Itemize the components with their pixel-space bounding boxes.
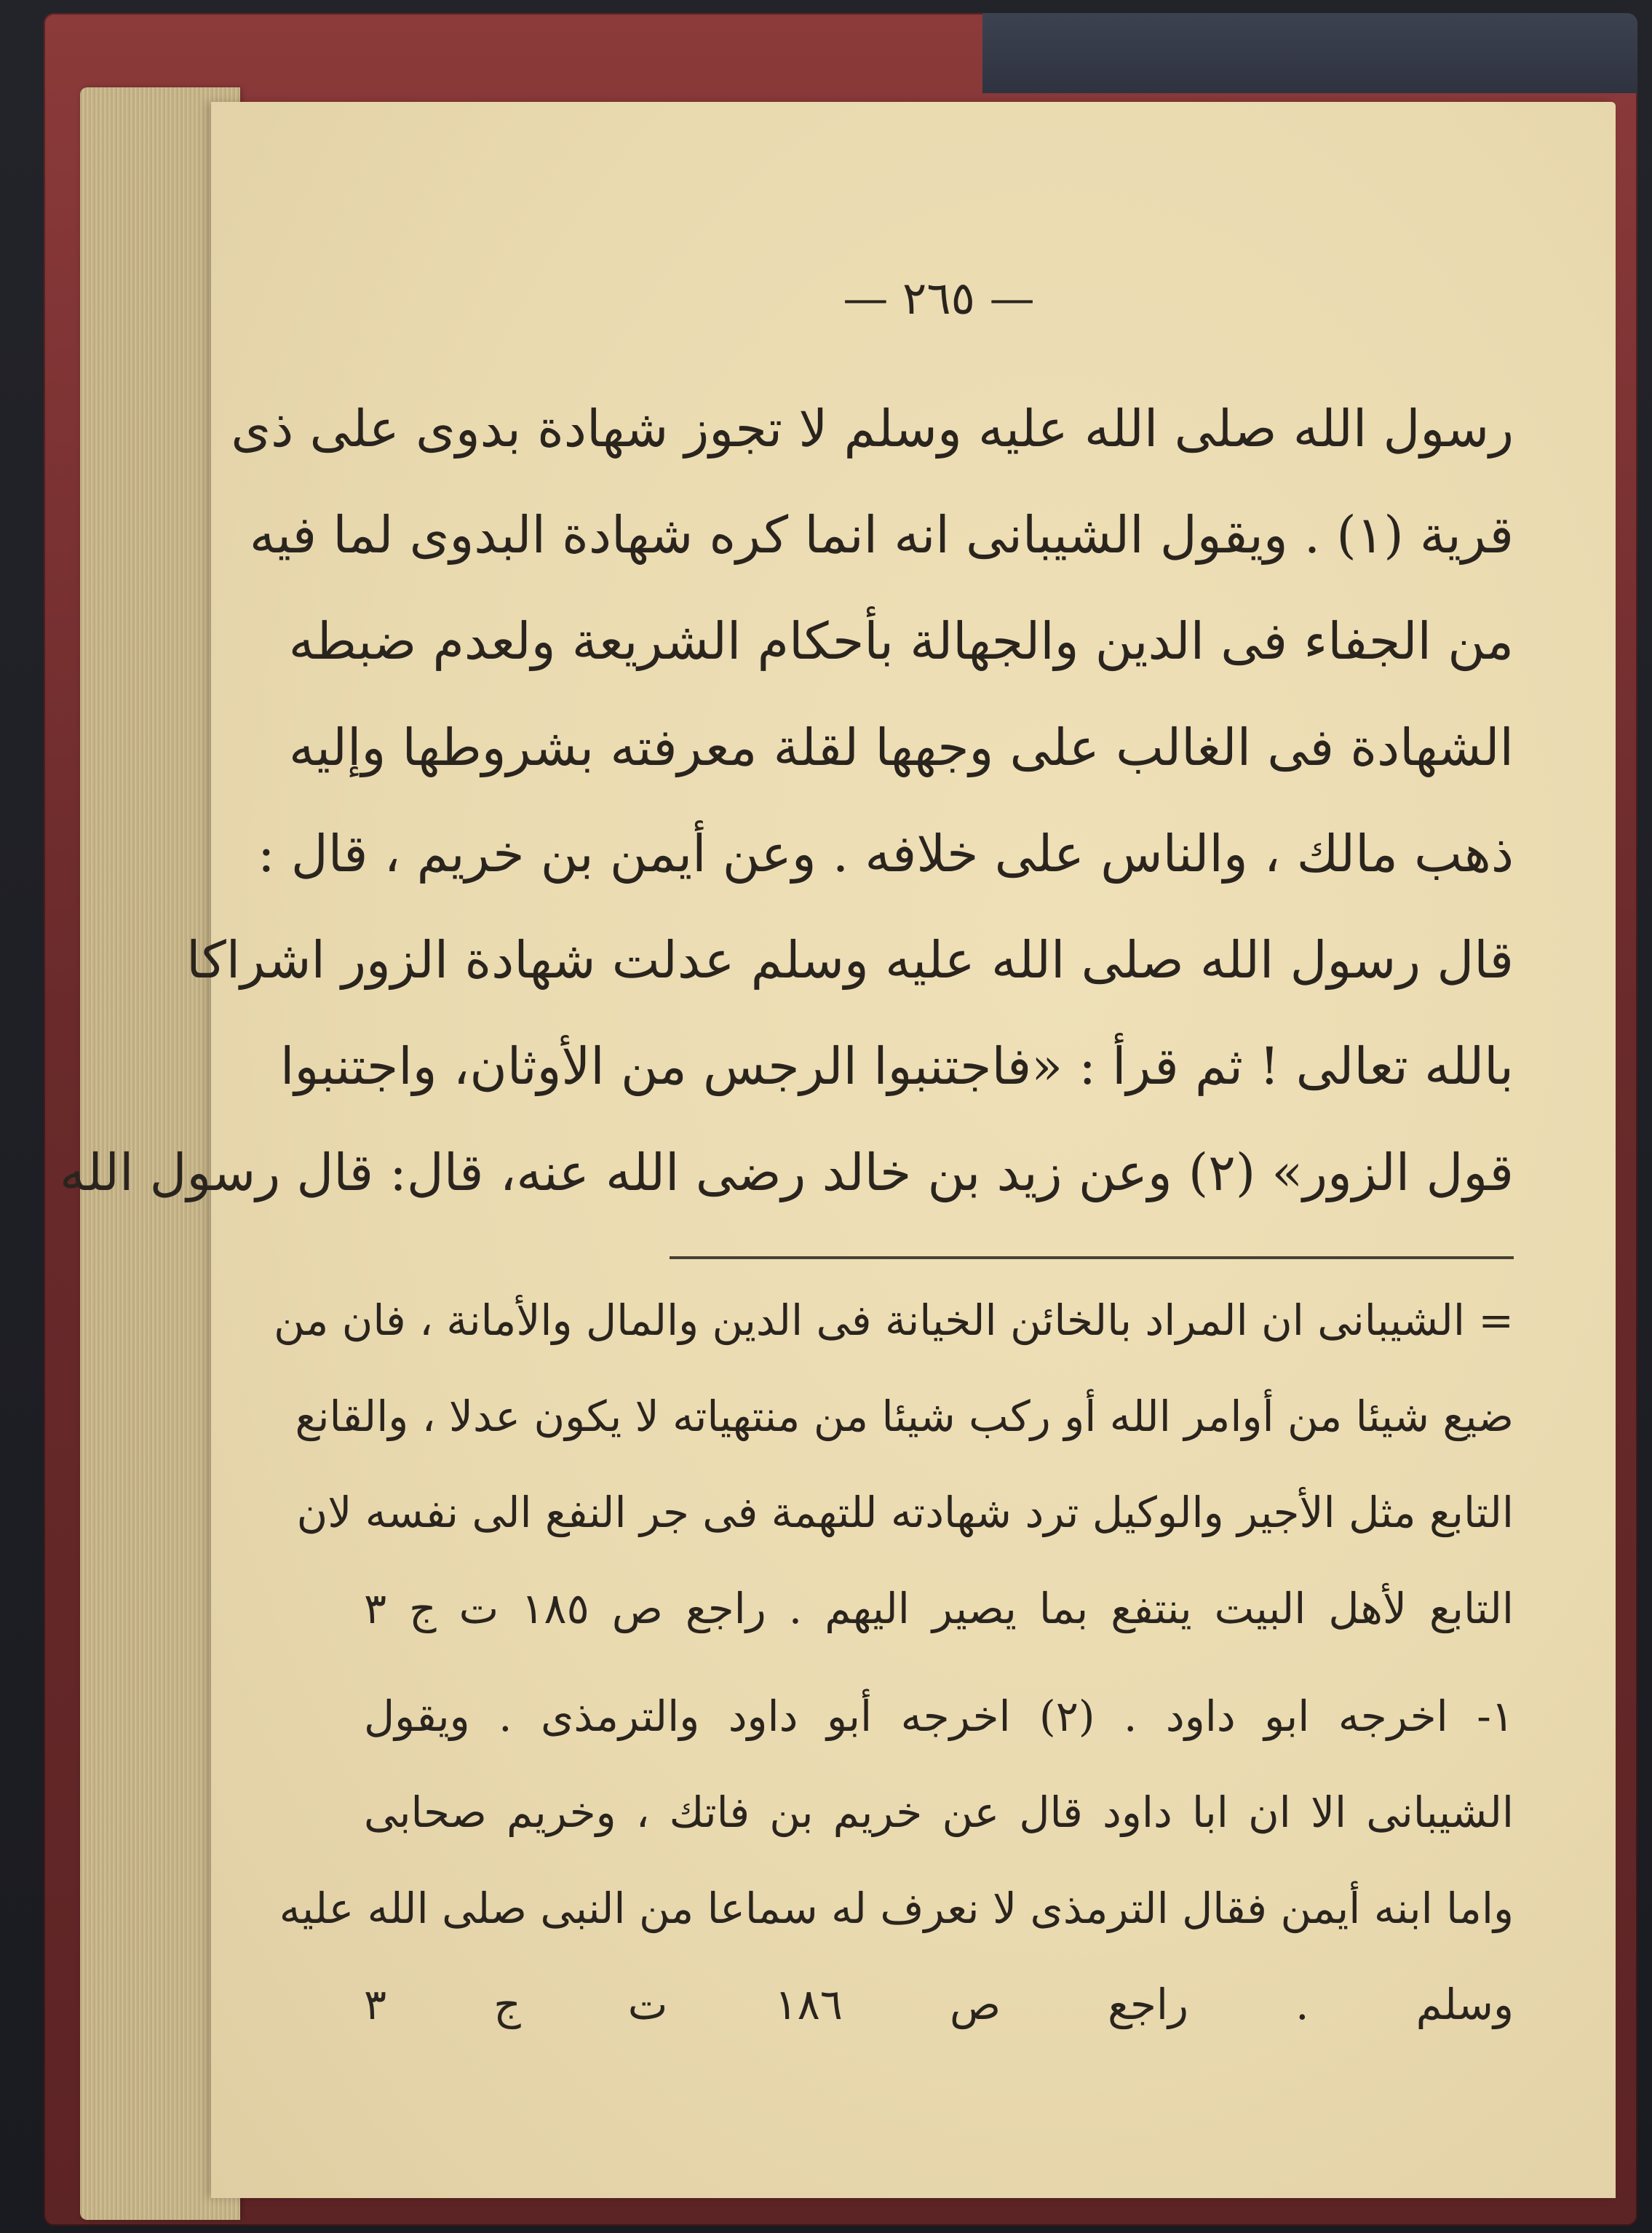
- footnote-line: واما ابنه أيمن فقال الترمذى لا نعرف له سماعا من النبى صلى الله عليه: [279, 1884, 1514, 1933]
- footnote-line: ١- اخرجه ابو داود . (٢) اخرجه أبو داود والترمذى . ويقول: [364, 1691, 1514, 1741]
- main-text: [59, 376, 1514, 1226]
- main-line: بالله تعالى ! ثم قرأ : «فاجتنبوا الرجس من الأوثان، واجتنبوا: [280, 1036, 1514, 1096]
- footnote-line: = الشيبانى ان المراد بالخائن الخيانة فى الدين والمال والأمانة ، فان من: [274, 1296, 1514, 1345]
- main-line: قال رسول الله صلى الله عليه وسلم عدلت شهادة الزور اشراكا: [186, 930, 1514, 990]
- page-number: — ٢٦٥ —: [843, 271, 1035, 325]
- footnote-divider: [670, 1256, 1514, 1259]
- footnote-line: الشيبانى الا ان ابا داود قال عن خريم بن فاتك ، وخريم صحابى: [364, 1788, 1514, 1837]
- footnote-line: التابع مثل الأجير والوكيل ترد شهادته للتهمة فى جر النفع الى نفسه لان: [296, 1488, 1514, 1537]
- book-page: [59, 102, 1616, 2198]
- footnote-gap: [364, 1657, 1514, 1668]
- footnote-line: ضيع شيئا من أوامر الله أو ركب شيئا من منتهياته لا يكون عدلا ، والقانع: [295, 1392, 1514, 1441]
- main-line: رسول الله صلى الله عليه وسلم لا تجوز شهادة بدوى على ذى: [231, 399, 1514, 459]
- footnote-line: وسلم . راجع ص ١٨٦ ت ج ٣: [364, 1980, 1514, 2029]
- book-spine-cloth: [982, 13, 1637, 93]
- main-line: ذهب مالك ، والناس على خلافه . وعن أيمن بن خريم ، قال :: [258, 824, 1514, 884]
- footnote-line: التابع لأهل البيت ينتفع بما يصير اليهم . راجع ص ١٨٥ ت ج ٣: [364, 1584, 1514, 1633]
- footnotes: [274, 1272, 1514, 2052]
- main-line: الشهادة فى الغالب على وجهها لقلة معرفته بشروطها وإليه: [289, 718, 1514, 777]
- main-line: قول الزور» (٢) وعن زيد بن خالد رضى الله عنه، قال: قال رسول الله: [59, 1143, 1514, 1202]
- main-line: قرية (١) . ويقول الشيبانى انه انما كره شهادة البدوى لما فيه: [249, 505, 1514, 565]
- page-content: [59, 255, 1514, 2147]
- main-line: من الجفاء فى الدين والجهالة بأحكام الشريعة ولعدم ضبطه: [288, 611, 1514, 671]
